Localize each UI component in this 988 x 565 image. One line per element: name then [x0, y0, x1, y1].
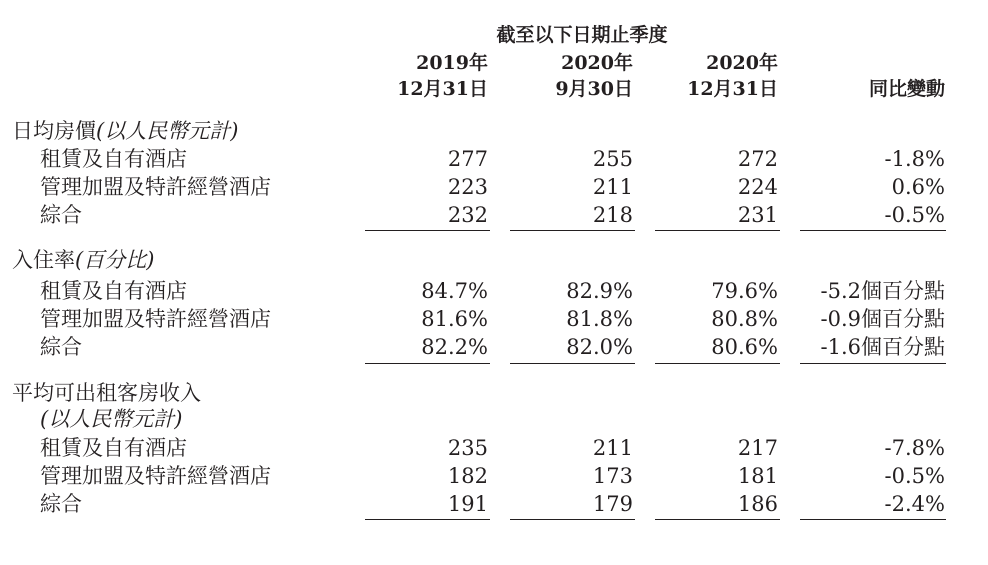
- col3-date: 12月31日: [687, 78, 778, 100]
- change-cell: -0.5%: [884, 203, 945, 227]
- cell: 232: [447, 203, 488, 227]
- section-adr-title: [12, 118, 238, 144]
- cell: 217: [737, 436, 778, 460]
- change-cell: -1.6個百分點: [820, 335, 945, 359]
- cell: 80.6%: [711, 335, 778, 359]
- row-label: 管理加盟及特許經營酒店: [40, 175, 271, 199]
- col3-year: 2020年: [706, 52, 778, 74]
- cell: 81.8%: [566, 307, 633, 331]
- cell: 173: [592, 464, 633, 488]
- cell: 81.6%: [421, 307, 488, 331]
- cell: 224: [737, 175, 778, 199]
- change-cell: -0.9個百分點: [820, 307, 945, 331]
- cell: 179: [592, 492, 633, 516]
- section-title: 日均房價: [12, 119, 96, 143]
- cell: 211: [592, 175, 633, 199]
- cell: 79.6%: [711, 279, 778, 303]
- cell: 186: [737, 492, 778, 516]
- cell: 182: [447, 464, 488, 488]
- period-header: 截至以下日期止季度: [496, 24, 668, 46]
- row-label: 綜合: [40, 335, 82, 359]
- cell: 191: [447, 492, 488, 516]
- section-revpar-title: 平均可出租客房收入: [12, 381, 201, 405]
- underline: [800, 519, 946, 520]
- cell: 231: [737, 203, 778, 227]
- underline: [655, 363, 780, 364]
- row-label: 租賃及自有酒店: [40, 279, 187, 303]
- section-title-note: (百分比): [75, 248, 155, 272]
- change-cell: -0.5%: [884, 464, 945, 488]
- change-cell: -1.8%: [884, 147, 945, 171]
- section-occupancy-title: [12, 247, 154, 273]
- cell: 255: [592, 147, 633, 171]
- underline: [510, 363, 635, 364]
- cell: 181: [737, 464, 778, 488]
- underline: [800, 363, 946, 364]
- row-label: 綜合: [40, 492, 82, 516]
- underline: [800, 230, 946, 231]
- underline: [365, 230, 490, 231]
- underline: [510, 519, 635, 520]
- cell: 223: [447, 175, 488, 199]
- col1-date: 12月31日: [397, 78, 488, 100]
- section-title: 入住率: [12, 248, 75, 272]
- row-label: 管理加盟及特許經營酒店: [40, 307, 271, 331]
- change-cell: 0.6%: [891, 175, 945, 199]
- change-cell: -7.8%: [884, 436, 945, 460]
- col1-year: 2019年: [416, 52, 488, 74]
- col2-year: 2020年: [561, 52, 633, 74]
- row-label: 租賃及自有酒店: [40, 436, 187, 460]
- section-title-note: (以人民幣元計): [96, 119, 239, 143]
- section-title-note: (以人民幣元計): [40, 407, 183, 431]
- cell: 82.9%: [566, 279, 633, 303]
- cell: 277: [447, 147, 488, 171]
- cell: 82.0%: [566, 335, 633, 359]
- underline: [365, 519, 490, 520]
- underline: [365, 363, 490, 364]
- underline: [655, 519, 780, 520]
- cell: 84.7%: [421, 279, 488, 303]
- cell: 82.2%: [421, 335, 488, 359]
- change-header: 同比變動: [868, 78, 945, 100]
- cell: 235: [447, 436, 488, 460]
- row-label: 管理加盟及特許經營酒店: [40, 464, 271, 488]
- row-label: 綜合: [40, 203, 82, 227]
- underline: [655, 230, 780, 231]
- col2-date: 9月30日: [555, 78, 633, 100]
- row-label: 租賃及自有酒店: [40, 147, 187, 171]
- cell: 80.8%: [711, 307, 778, 331]
- change-cell: -5.2個百分點: [820, 279, 945, 303]
- change-cell: -2.4%: [884, 492, 945, 516]
- cell: 211: [592, 436, 633, 460]
- cell: 218: [592, 203, 633, 227]
- underline: [510, 230, 635, 231]
- cell: 272: [737, 147, 778, 171]
